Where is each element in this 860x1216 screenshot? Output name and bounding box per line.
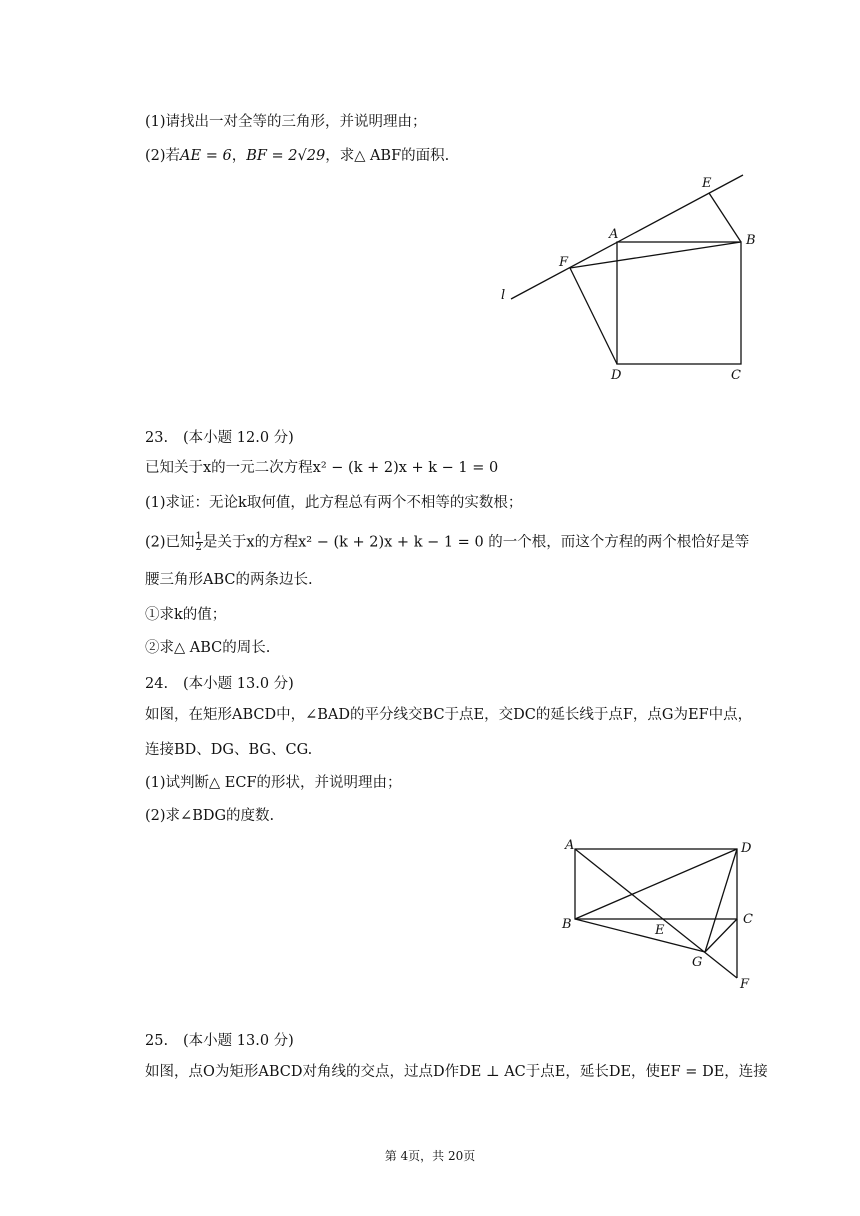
q23-part2-post: 是关于x的方程x² − (k + 2)x + k − 1 = 0 的一个根，而这个方程的两个根恰好是等 (202, 534, 750, 551)
segment-fd (570, 268, 617, 364)
line-l (511, 175, 743, 299)
page-footer: 第 4页，共 20页 (384, 1149, 476, 1163)
q23-part2 (145, 532, 749, 553)
label-f: F (740, 977, 750, 992)
label-c: C (731, 368, 741, 383)
q25-stem: 如图，点O为矩形ABCD对角线的交点，过点D作DE ⊥ AC于点E，延长DE，使EF = DE，连接 (145, 1064, 768, 1080)
fraction-one-half: $\frac{1}{2}$ (195, 531, 202, 553)
q22-part2-pre: (2)若 (145, 148, 181, 164)
segment-dg (705, 849, 737, 952)
q25-score: (本小题 13.0 分) (183, 1033, 294, 1049)
q24-stem1: 如图，在矩形ABCD中，∠BAD的平分线交BC于点E，交DC的延长线于点F，点G为EF中点， (145, 707, 753, 723)
segment-be (709, 193, 741, 242)
label-d: D (741, 841, 752, 856)
q23-sub1: ①求k的值； (145, 607, 227, 623)
q24-header (145, 672, 294, 693)
label-e: E (702, 176, 712, 191)
label-f: F (559, 255, 569, 270)
q22-part2 (145, 146, 449, 166)
bisector-af (575, 849, 737, 978)
q24-stem2: 连接BD、DG、BG、CG. (145, 742, 313, 758)
q23-part2-pre: (2)已知 (145, 534, 195, 551)
q22-math-bf: BF = 2√29 (246, 148, 326, 164)
q23-sub2: ②求△ ABC的周长. (145, 640, 271, 656)
q25-number: 25. (145, 1033, 169, 1049)
segment-fb (570, 242, 741, 268)
q23-header (145, 426, 294, 447)
q24-part1: (1)试判断△ ECF的形状，并说明理由； (145, 775, 402, 791)
q23-part1: (1)求证：无论k取何值，此方程总有两个不相等的实数根； (145, 495, 523, 511)
label-b: B (746, 233, 756, 248)
q22-math-ae: AE = 6 (180, 148, 232, 164)
diagonal-bd (575, 849, 737, 919)
figure-square-line (495, 170, 765, 385)
label-g: G (692, 955, 703, 970)
figure-rectangle-bisector (556, 832, 762, 992)
q22-sep: ， (231, 148, 247, 164)
q24-part2: (2)求∠BDG的度数. (145, 808, 275, 824)
q25-header (145, 1029, 294, 1050)
q22-part1: (1)请找出一对全等的三角形，并说明理由； (145, 114, 427, 130)
label-c: C (743, 912, 753, 927)
q23-part2-cont: 腰三角形ABC的两条边长. (145, 572, 313, 588)
q23-score: (本小题 12.0 分) (183, 430, 294, 446)
label-a: A (565, 838, 575, 853)
label-l: l (501, 288, 506, 303)
q22-part2-post: ，求△ ABF的面积. (325, 148, 450, 164)
label-d: D (611, 368, 622, 383)
square-abcd (617, 242, 741, 364)
q24-score: (本小题 13.0 分) (183, 676, 294, 692)
q24-number: 24. (145, 676, 169, 692)
label-a: A (609, 227, 619, 242)
q23-stem: 已知关于x的一元二次方程x² − (k + 2)x + k − 1 = 0 (145, 460, 499, 476)
label-b: B (562, 917, 572, 932)
q23-number: 23. (145, 430, 169, 446)
segment-bg (575, 919, 705, 952)
label-e: E (655, 923, 665, 938)
